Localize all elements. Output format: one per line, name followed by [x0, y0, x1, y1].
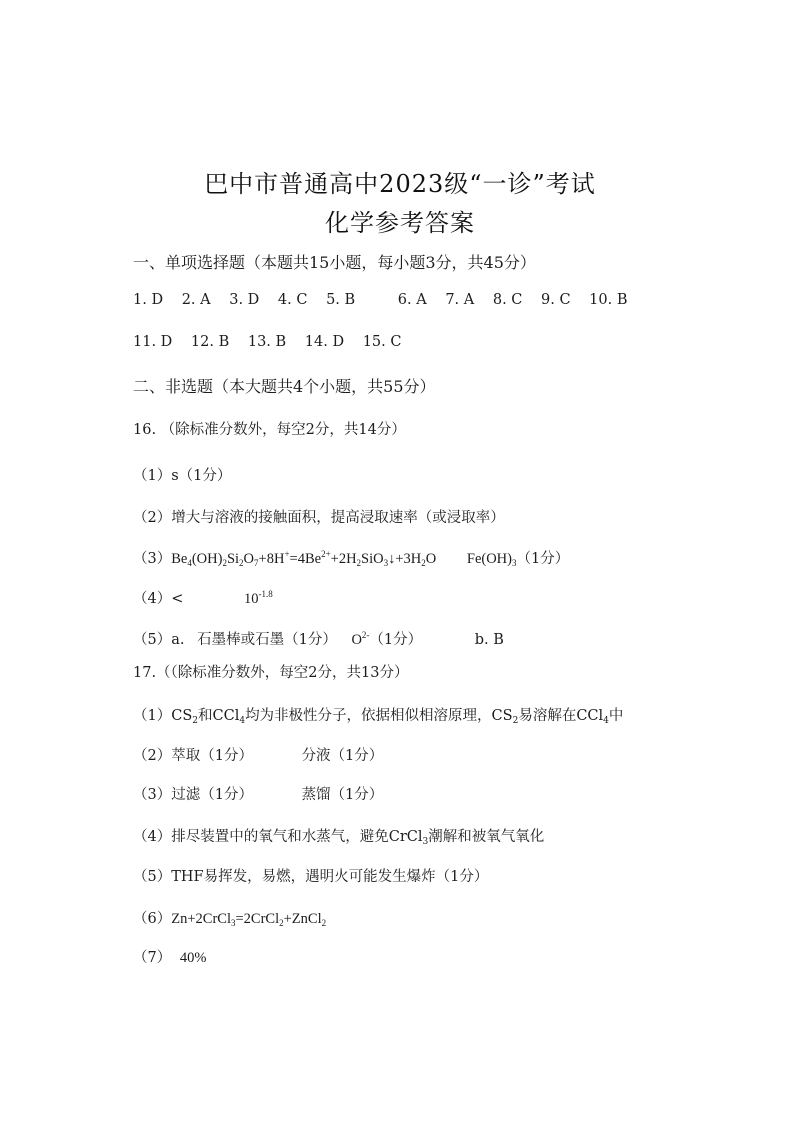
section2-heading: 二、非选题（本大题共4个小题，共55分）	[133, 377, 436, 396]
q16-part3-score: （1分）	[516, 551, 570, 567]
answer-10: 10. B	[589, 292, 628, 308]
q16-part3-equation: $Be_4(OH)_2Si_2O_7+8H^+=4Be^{2+}+2H_2SiO_3↓+3H_2O$	[171, 549, 437, 568]
q17-part1: $(1)CS_2$和CCl$_4$均为非极性分子，依据相似相溶原理，$CS_2$易溶解在CCl$_4$中	[133, 708, 624, 726]
answer-4: 4. C	[277, 292, 308, 308]
q16-part3-answer-b: $Fe(OH)_3$	[466, 551, 517, 568]
q16-part5-ion-score: （1分）	[369, 632, 423, 648]
q17-part3-a: （3）过滤（1分）	[133, 787, 253, 803]
q16-heading: 16. （除标准分数外，每空2分，共14分）	[133, 422, 406, 438]
q16-part5-b: b. B	[474, 632, 504, 648]
q17-heading: 17.（（除标准分数外，每空2分，共13分）	[133, 665, 409, 681]
q17-part2	[133, 744, 383, 765]
q17-part7-value: 40%	[179, 950, 207, 966]
q17-part3	[133, 783, 383, 804]
answer-7: 7. A	[445, 292, 475, 308]
q17-part5: （5）THF易挥发，易燃，遇明火可能发生爆炸（1分）	[133, 869, 489, 885]
q16-part5	[133, 628, 504, 649]
q17-part2-a: （2）萃取（1分）	[133, 748, 253, 764]
answer-11: 11. D	[133, 334, 173, 350]
q17-part2-b: 分液（1分）	[301, 748, 384, 764]
q16-part5-ion: $O^{2-}$	[351, 630, 370, 648]
q16-part4	[133, 587, 273, 608]
answer-3: 3. D	[229, 292, 260, 308]
q17-part7-label: （7）	[133, 950, 172, 966]
answer-14: 14. D	[304, 334, 345, 350]
answer-8: 8. C	[492, 292, 523, 308]
answer-1: 1. D	[133, 292, 164, 308]
q17-part7	[133, 946, 206, 967]
page-subtitle: 化学参考答案	[325, 209, 475, 237]
section1-heading: 一、单项选择题（本题共15小题，每小题3分，共45分）	[133, 253, 536, 272]
answer-15: 15. C	[362, 334, 402, 350]
answer-9: 9. C	[541, 292, 571, 308]
answer-13: 13. B	[247, 334, 287, 350]
section1-answers-row2	[133, 334, 415, 350]
answer-2: 2. A	[181, 292, 211, 308]
q17-part6	[133, 907, 326, 928]
section1-answers-row1	[133, 292, 641, 308]
q16-part5-a: 石墨棒或石墨（1分）	[197, 632, 337, 648]
answer-5: 5. B	[326, 292, 356, 308]
q17-part6-equation: Zn+2CrCl$_3$=2CrCl$_2$+ZnCl$_2$	[171, 911, 327, 928]
q16-part1: （1）s（1分）	[133, 468, 232, 484]
q16-part3	[133, 547, 569, 568]
q16-part5-label: （5）a.	[133, 632, 185, 648]
q16-part3-label: （3）	[133, 551, 172, 567]
q17-part4: （4）排尽装置中的氧气和水蒸气，避免CrCl$_3$潮解和被氧气氧化	[133, 829, 545, 847]
q17-part6-label: （6）	[133, 911, 172, 927]
q16-part2: （2）增大与溶液的接触面积，提高浸取速率（或浸取率）	[133, 510, 505, 526]
q16-part4-value: $10^{-1.8}$	[243, 589, 273, 607]
answer-6: 6. A	[397, 292, 427, 308]
page-title: 巴中市普通高中2023级“一诊”考试	[204, 170, 596, 198]
answer-12: 12. B	[190, 334, 230, 350]
q16-part4-label: （4）<	[133, 591, 184, 607]
q17-part3-b: 蒸馏（1分）	[301, 787, 384, 803]
